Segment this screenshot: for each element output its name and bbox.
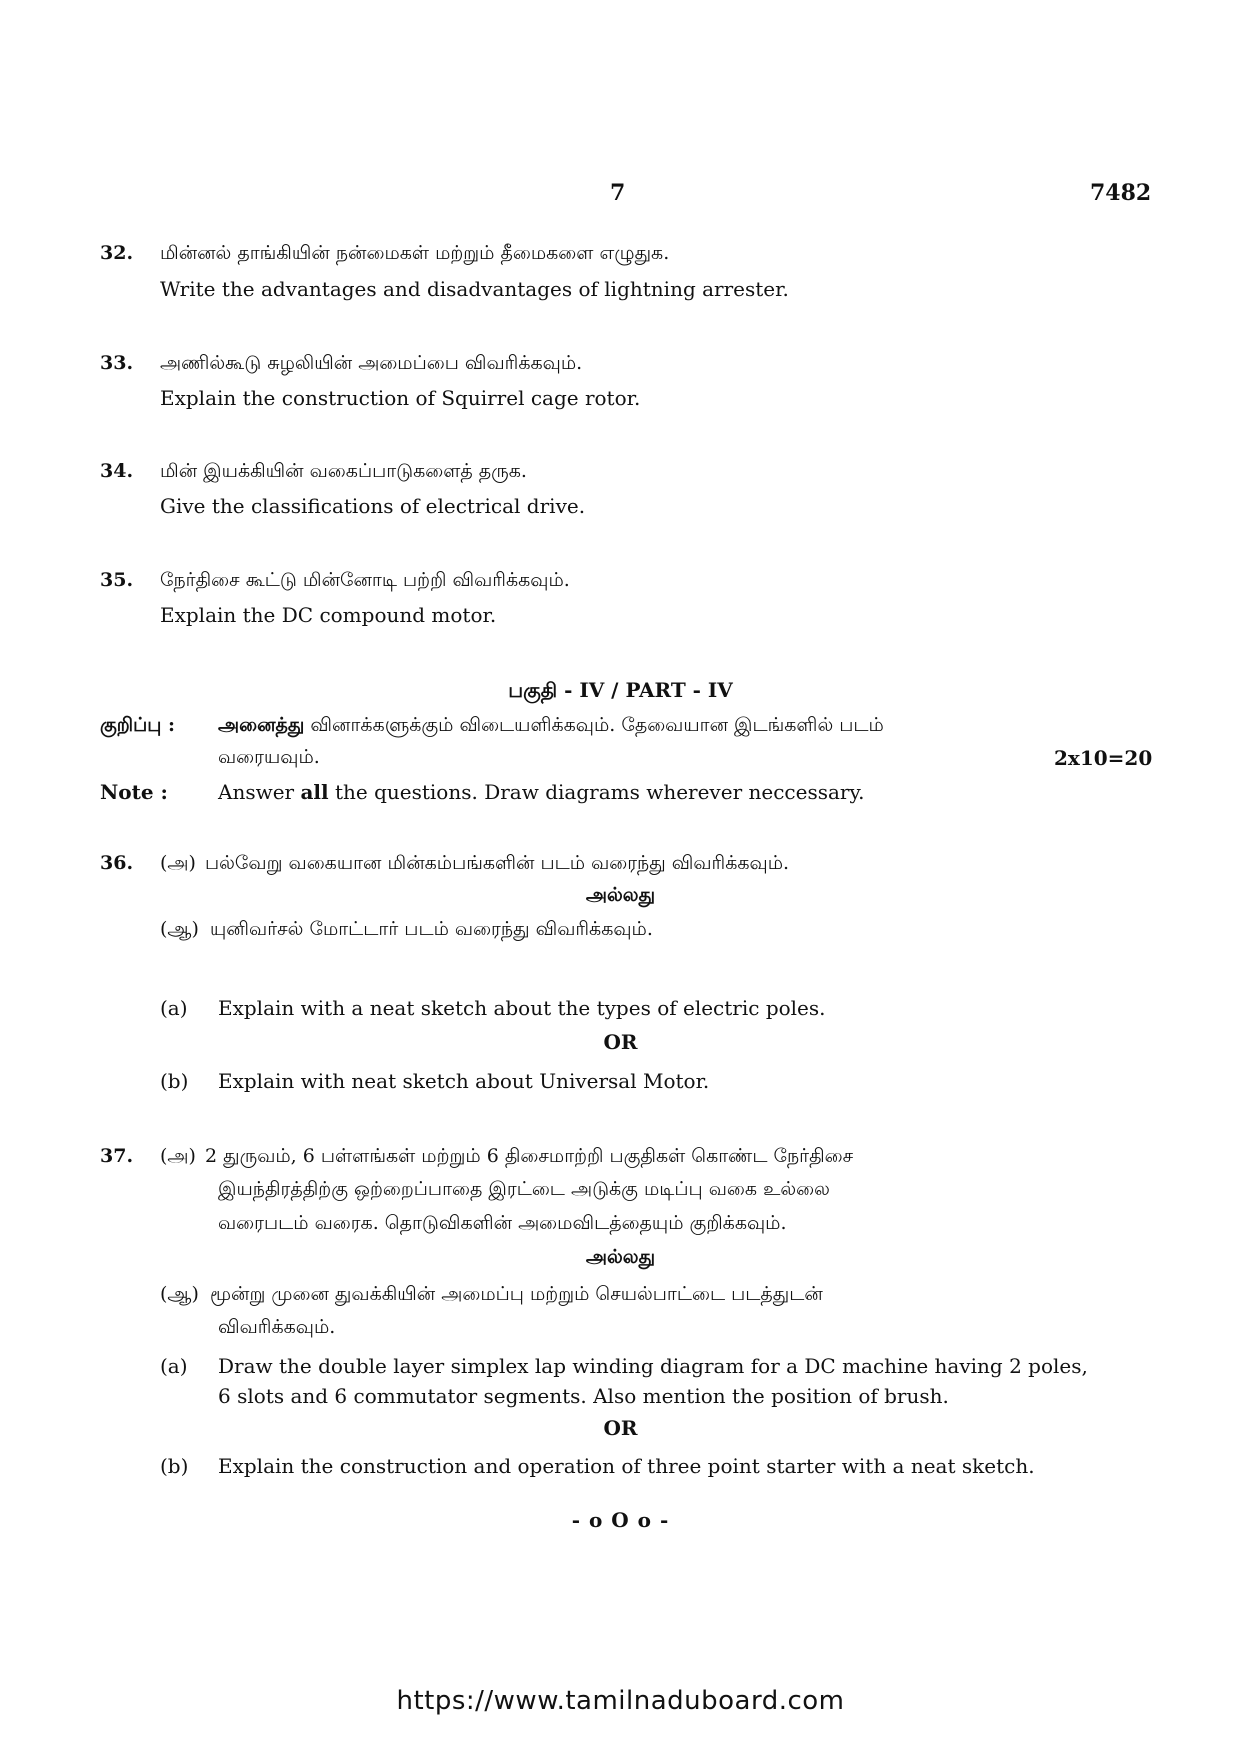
option-text-en: Draw the double layer simplex lap winding diagram for a DC machine having 2 poles, xyxy=(218,1354,1088,1378)
option-label: (a) xyxy=(160,996,188,1020)
note-text-ta-2: வரையவும். xyxy=(218,746,320,768)
question-number: 33. xyxy=(100,352,134,374)
option-text-en: 6 slots and 6 commutator segments. Also mention the position of brush. xyxy=(218,1384,949,1408)
or-label: OR xyxy=(603,1030,638,1054)
page-number: 7 xyxy=(610,180,626,206)
question-text-en: Explain the construction of Squirrel cage rotor. xyxy=(160,386,641,410)
option-text-ta: மூன்று முனை துவக்கியின் அமைப்பு மற்றும் செயல்பாட்டை படத்துடன் xyxy=(210,1283,823,1305)
option-text-ta: பல்வேறு வகையான மின்கம்பங்களின் படம் வரைந்து விவரிக்கவும். xyxy=(205,852,790,874)
question-text-ta: மின் இயக்கியின் வகைப்பாடுகளைத் தருக. xyxy=(160,460,527,482)
question-text-ta: அணில்கூடு சுழலியின் அமைப்பை விவரிக்கவும். xyxy=(160,352,583,374)
question-text-en: Explain the DC compound motor. xyxy=(160,603,497,627)
question-number: 36. xyxy=(100,852,134,874)
option-text-en: Explain with neat sketch about Universal Motor. xyxy=(218,1069,710,1093)
note-label-en: Note : xyxy=(100,780,168,804)
option-label-ta: (அ) xyxy=(160,852,196,874)
option-label-ta: (ஆ) xyxy=(160,918,199,940)
note-text-en xyxy=(218,780,864,804)
question-text-en: Write the advantages and disadvantages of lightning arrester. xyxy=(160,277,789,301)
end-mark: - o O o - xyxy=(571,1508,670,1532)
note-en-part: the questions. Draw diagrams wherever neccessary. xyxy=(328,780,865,804)
or-label: OR xyxy=(603,1416,638,1440)
option-label: (b) xyxy=(160,1454,189,1478)
marks-label: 2x10=20 xyxy=(1054,746,1153,770)
option-text-ta: 2 துருவம், 6 பள்ளங்கள் மற்றும் 6 திசைமாற்றி பகுதிகள் கொண்ட நேர்திசை xyxy=(205,1145,854,1167)
question-text-ta: நேர்திசை கூட்டு மின்னோடி பற்றி விவரிக்கவும். xyxy=(160,569,570,591)
option-text-ta: யுனிவர்சல் மோட்டார் படம் வரைந்து விவரிக்கவும். xyxy=(210,918,653,940)
or-label-ta: அல்லது xyxy=(585,1246,656,1268)
option-label-ta: (ஆ) xyxy=(160,1283,199,1305)
note-emphasis-ta: அனைத்து xyxy=(218,714,305,736)
question-number: 35. xyxy=(100,569,134,591)
section-title: பகுதி - IV / PART - IV xyxy=(508,678,733,702)
or-label-ta: அல்லது xyxy=(585,884,656,906)
question-number: 37. xyxy=(100,1145,134,1167)
note-en-part: Answer xyxy=(218,780,301,804)
question-number: 34. xyxy=(100,460,134,482)
note-text-ta-1 xyxy=(218,714,884,739)
option-text-ta: இயந்திரத்திற்கு ஒற்றைப்பாதை இரட்டை அடுக்கு மடிப்பு வகை உல்லை xyxy=(218,1178,830,1200)
option-label-ta: (அ) xyxy=(160,1145,196,1167)
option-text-ta: வரைபடம் வரைக. தொடுவிகளின் அமைவிடத்தையும் குறிக்கவும். xyxy=(218,1212,787,1234)
option-text-ta: விவரிக்கவும். xyxy=(218,1316,336,1338)
question-text-ta: மின்னல் தாங்கியின் நன்மைகள் மற்றும் தீமைகளை எழுதுக. xyxy=(160,242,670,264)
note-rest-ta: வினாக்களுக்கும் விடையளிக்கவும். தேவையான இடங்களில் படம் xyxy=(304,714,884,736)
option-label: (b) xyxy=(160,1069,189,1093)
note-label-ta: குறிப்பு : xyxy=(100,714,176,736)
option-label: (a) xyxy=(160,1354,188,1378)
paper-code: 7482 xyxy=(1090,180,1152,206)
note-emphasis-en: all xyxy=(300,780,329,804)
option-text-en: Explain the construction and operation of three point starter with a neat sketch. xyxy=(218,1454,1035,1478)
option-text-en: Explain with a neat sketch about the types of electric poles. xyxy=(218,996,826,1020)
question-number: 32. xyxy=(100,242,134,264)
source-url-link[interactable]: https://www.tamilnaduboard.com xyxy=(396,1686,845,1716)
question-text-en: Give the classifications of electrical drive. xyxy=(160,494,586,518)
